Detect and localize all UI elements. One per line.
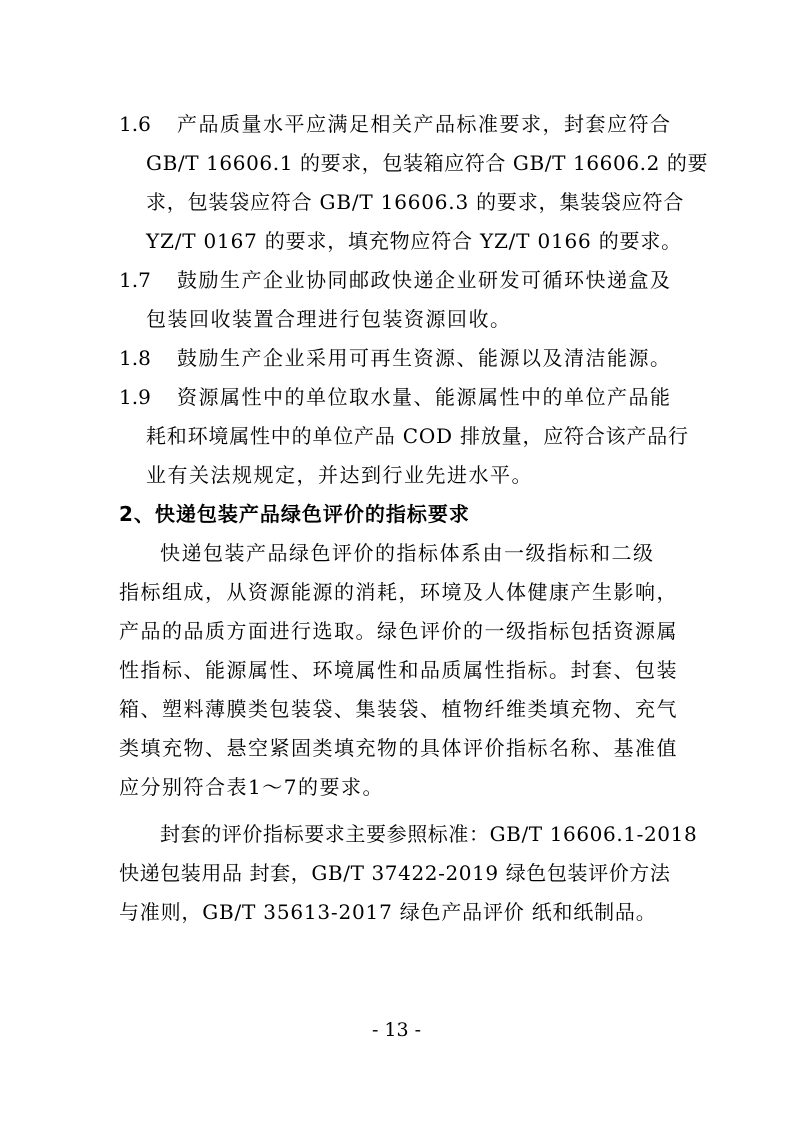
item-1-6-line-3: 求，包装袋应符合 GB/T 16606.3 的要求，集装袋应符合 [146, 190, 685, 214]
item-1-9-line-1: 1.9 资源属性中的单位取水量、能源属性中的单位产品能 [119, 385, 672, 409]
paragraph-1-line-3: 产品的品质方面进行选取。绿色评价的一级指标包括资源属 [119, 619, 678, 643]
paragraph-1-line-1: 快递包装产品绿色评价的指标体系由一级指标和二级 [160, 541, 655, 565]
item-1-7-line-1: 1.7 鼓励生产企业协同邮政快递企业研发可循环快递盒及 [119, 268, 672, 292]
paragraph-1-line-4: 性指标、能源属性、环境属性和品质属性指标。封套、包装 [119, 658, 678, 682]
paragraph-1-line-2: 指标组成，从资源能源的消耗，环境及人体健康产生影响， [119, 580, 678, 604]
item-1-6-line-1: 1.6 产品质量水平应满足相关产品标准要求，封套应符合 [119, 112, 672, 136]
item-number: 1.6 [119, 112, 151, 136]
item-1-9-line-2: 耗和环境属性中的单位产品 COD 排放量，应符合该产品行 [146, 424, 689, 448]
item-1-8-line-1: 1.8 鼓励生产企业采用可再生资源、能源以及清洁能源。 [119, 346, 672, 370]
item-1-9-line-3: 业有关法规规定，并达到行业先进水平。 [146, 463, 533, 487]
item-1-7-line-2: 包装回收装置合理进行包装资源回收。 [146, 307, 512, 331]
item-number: 1.9 [119, 385, 151, 409]
paragraph-1-line-6: 类填充物、悬空紧固类填充物的具体评价指标名称、基准值 [119, 736, 678, 760]
item-number: 1.7 [119, 268, 151, 292]
item-number: 1.8 [119, 346, 151, 370]
item-1-6-line-4: YZ/T 0167 的要求，填充物应符合 YZ/T 0166 的要求。 [146, 229, 682, 253]
section-heading: 2、快递包装产品绿色评价的指标要求 [119, 502, 470, 526]
paragraph-2-line-1: 封套的评价指标要求主要参照标准：GB/T 16606.1-2018 [160, 822, 698, 846]
item-1-6-line-2: GB/T 16606.1 的要求，包装箱应符合 GB/T 16606.2 的要 [146, 151, 709, 175]
paragraph-2-line-2: 快递包装用品 封套，GB/T 37422-2019 绿色包装评价方法 [119, 861, 671, 885]
paragraph-1-line-5: 箱、塑料薄膜类包装袋、集装袋、植物纤维类填充物、充气 [119, 697, 678, 721]
paragraph-2-line-3: 与准则，GB/T 35613-2017 绿色产品评价 纸和纸制品。 [119, 900, 657, 924]
page-number: - 13 - [371, 1019, 422, 1041]
paragraph-1-line-7: 应分别符合表1～7的要求。 [119, 775, 384, 799]
